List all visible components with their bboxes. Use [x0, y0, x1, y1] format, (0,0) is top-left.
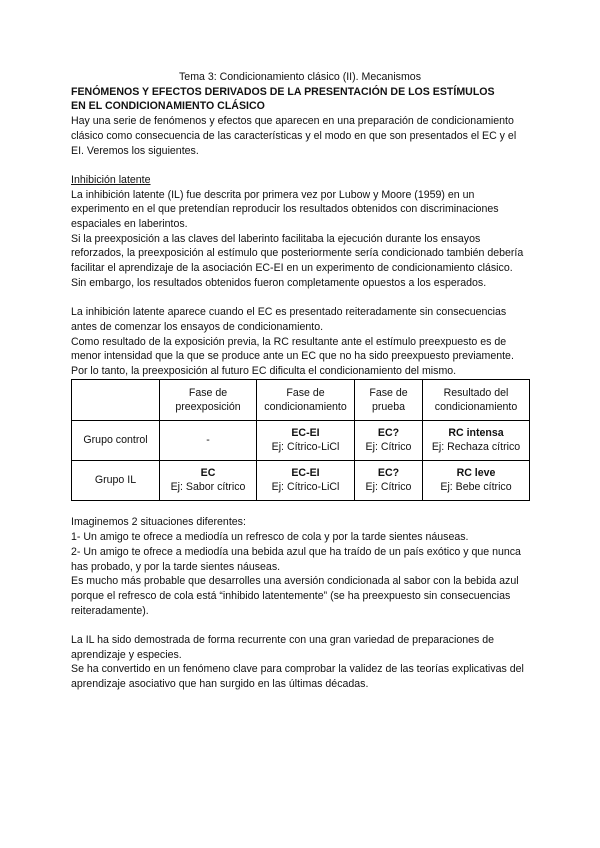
table-header-cell: Resultado del condicionamiento	[423, 379, 530, 420]
preexposure-cell	[160, 460, 257, 500]
cell-main: -	[206, 434, 210, 447]
section-title-line-2: EN EL CONDICIONAMIENTO CLÁSICO	[71, 100, 265, 113]
cell-sub: Ej: Bebe cítrico	[440, 481, 512, 494]
test-cell	[355, 420, 423, 460]
table-header-cell: Fase de condicionamiento	[257, 379, 355, 420]
result-cell	[423, 460, 530, 500]
cell-main: EC?	[377, 427, 400, 440]
paragraph-4: La inhibición latente aparece cuando el EC es presentado reiteradamente sin consecuencias antes de comenzar los ensayos de condicionamiento.	[71, 306, 507, 333]
example-1: 1- Un amigo te ofrece a mediodía un refresco de cola y por la tarde sientes náuseas.	[71, 531, 469, 544]
paragraph-6: Por lo tanto, la preexposición al futuro EC dificulta el condicionamiento del mismo.	[71, 365, 457, 378]
table-header-cell: Fase de prueba	[355, 379, 423, 420]
cell-main: EC?	[377, 467, 400, 480]
topic-line: Tema 3: Condicionamiento clásico (II). Mecanismos	[179, 71, 421, 83]
test-cell	[355, 460, 423, 500]
closing-paragraph-2: Se ha convertido en un fenómeno clave para comprobar la validez de las teorías explicativas del aprendizaje asociativo que han surgido en las últimas décadas.	[71, 663, 524, 691]
table-row	[72, 460, 530, 500]
latent-inhibition-table	[71, 379, 530, 501]
subsection-heading: Inhibición latente	[71, 173, 151, 186]
cell-sub: Ej: Cítrico	[365, 441, 412, 454]
table-header-cell	[72, 379, 160, 420]
table-header-cell: Fase de preexposición	[160, 379, 257, 420]
result-cell	[423, 420, 530, 460]
example-explanation: Es mucho más probable que desarrolles una aversión condicionada al sabor con la bebida azul porque el refresco de cola está “inhibido latentemente” (se ha preexpuesto sin consecuencias reiteradamente).	[71, 575, 519, 617]
document-page	[71, 70, 529, 692]
table-row	[72, 420, 530, 460]
conditioning-cell	[257, 460, 355, 500]
paragraph-2: Si la preexposición a las claves del laberinto facilitaba la ejecución durante los ensayos reforzados, la preexposición al estímulo que posteriormente sería condicionado también debería facilitar el aprendizaje de la asociación EC-EI en un experimento de condicionamiento clásico.	[71, 232, 524, 275]
cell-main: EC-EI	[291, 467, 320, 480]
cell-main: EC-EI	[291, 427, 320, 440]
cell-main: RC intensa	[448, 427, 504, 440]
intro-paragraph: Hay una serie de fenómenos y efectos que aparecen en una preparación de condicionamiento clásico como consecuencia de las características y el modo en que son presentados el EC y el EI. Veremos los siguientes.	[71, 115, 517, 157]
section-title-line-1: FENÓMENOS Y EFECTOS DERIVADOS DE LA PRESENTACIÓN DE LOS ESTÍMULOS	[71, 85, 495, 98]
group-cell: Grupo IL	[72, 460, 160, 500]
example-2: 2- Un amigo te ofrece a mediodía una bebida azul que ha traído de un país exótico y que nunca has probado, y por la tarde sientes náuseas.	[71, 545, 521, 573]
group-cell: Grupo control	[72, 420, 160, 460]
paragraph-3: Sin embargo, los resultados obtenidos fueron completamente opuestos a los esperados.	[71, 276, 487, 289]
closing-paragraph-1: La IL ha sido demostrada de forma recurrente con una gran variedad de preparaciones de aprendizaje y especies.	[71, 634, 495, 661]
table-header-row	[72, 379, 530, 420]
cell-sub: Ej: Cítrico	[365, 481, 412, 494]
cell-sub: Ej: Rechaza cítrico	[431, 441, 521, 454]
cell-main: RC leve	[456, 467, 496, 480]
example-intro: Imaginemos 2 situaciones diferentes:	[71, 516, 246, 529]
paragraph-1: La inhibición latente (IL) fue descrita por primera vez por Lubow y Moore (1959) en un experimento en el que pretendían reproducir los resultados obtenidos con discriminaciones espaciales en laberintos.	[71, 188, 499, 231]
paragraph-5: Como resultado de la exposición previa, la RC resultante ante el estímulo preexpuesto es de menor intensidad que la que se produce ante un EC que no ha sido preexpuesto previamente.	[71, 335, 514, 363]
cell-sub: Ej: Sabor cítrico	[170, 481, 246, 494]
cell-sub: Ej: Cítrico-LiCl	[271, 481, 340, 494]
conditioning-cell	[257, 420, 355, 460]
cell-main: EC	[200, 467, 216, 480]
cell-sub: Ej: Cítrico-LiCl	[271, 441, 340, 454]
preexposure-cell	[160, 420, 257, 460]
